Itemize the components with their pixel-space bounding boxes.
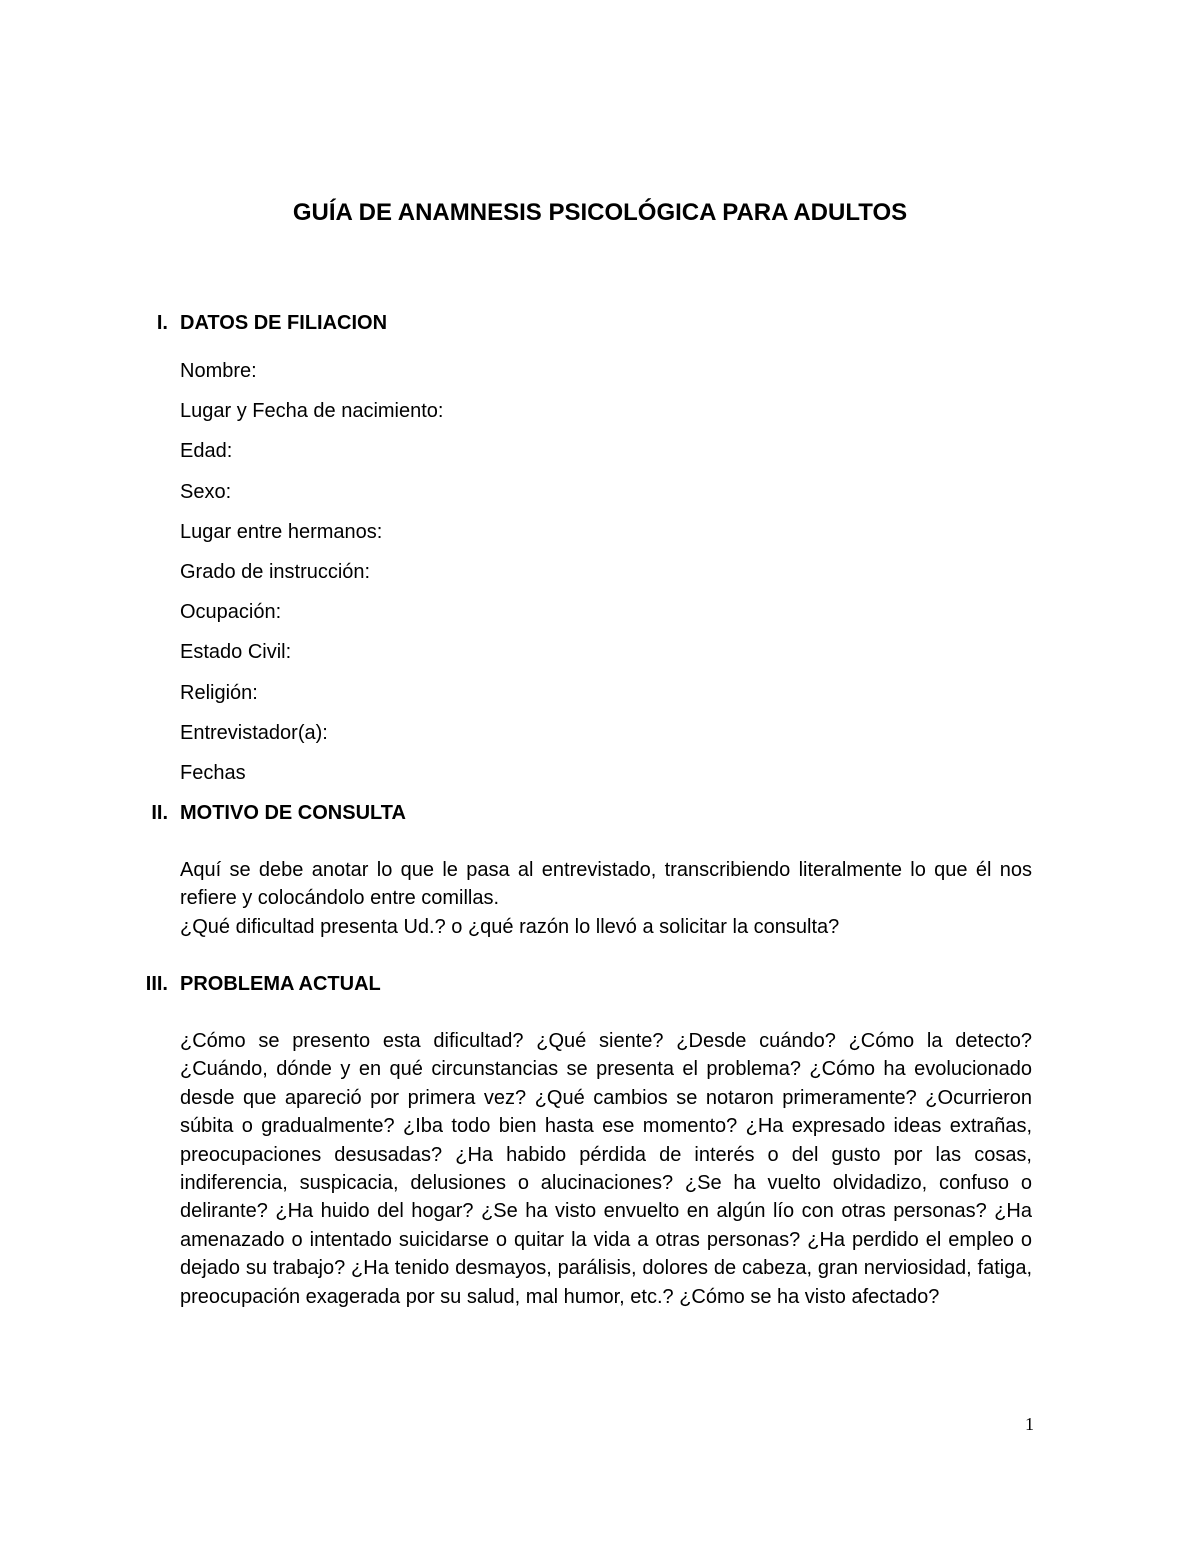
section-2-title: MOTIVO DE CONSULTA bbox=[180, 802, 406, 824]
consultation-question-text: ¿Qué dificultad presenta Ud.? o ¿qué razón lo llevó a solicitar la consulta? bbox=[180, 916, 840, 938]
field-lugar-entre-hermanos: Lugar entre hermanos: bbox=[180, 520, 383, 543]
field-religion: Religión: bbox=[180, 681, 258, 704]
field-ocupacion: Ocupación: bbox=[180, 601, 282, 624]
field-fechas: Fechas bbox=[180, 761, 246, 784]
document-title: GUÍA DE ANAMNESIS PSICOLÓGICA PARA ADULTOS bbox=[292, 199, 908, 226]
field-nombre: Nombre: bbox=[180, 360, 257, 382]
field-entrevistador: Entrevistador(a): bbox=[180, 721, 328, 744]
field-lugar-fecha-nacimiento: Lugar y Fecha de nacimiento: bbox=[180, 400, 444, 423]
section-1-number: I. bbox=[156, 312, 168, 334]
field-estado-civil: Estado Civil: bbox=[180, 641, 292, 664]
current-problem-text: ¿Cómo se presento esta dificultad? ¿Qué siente? ¿Desde cuándo? ¿Cómo la detecto? ¿Cuándo, dónde y en qué circunstancias se presenta el problema? ¿Cómo ha evolucionado desde que apareció por primera vez? ¿Qué cambios se notaron primeramente? ¿Ocurrieron súbita o gradualmente? ¿Iba todo bien hasta ese momento? ¿Ha expresado ideas extrañas, preocupaciones desusadas? ¿Ha habido pérdida de interés o del gusto por las cosas, indiferencia, suspicacia, delusiones o alucinaciones? ¿Se ha vuelto olvidadizo, confuso o delirante? ¿Ha huido del hogar? ¿Se ha visto envuelto en algún lío con otras personas? ¿Ha amenazado o intentado suicidarse o quitar la vida a otras personas? ¿Ha perdido el empleo o dejado su trabajo? ¿Ha tenido desmayos, parálisis, dolores de cabeza, gran nerviosidad, fatiga, preocupación exagerada por su salud, mal humor, etc.? ¿Cómo se ha visto afectado? bbox=[180, 1030, 1032, 1308]
section-1-title: DATOS DE FILIACION bbox=[180, 312, 388, 334]
field-grado-instruccion: Grado de instrucción: bbox=[180, 560, 371, 583]
field-sexo: Sexo: bbox=[180, 480, 232, 503]
section-3-title: PROBLEMA ACTUAL bbox=[180, 973, 381, 995]
page-number: 1 bbox=[1025, 1414, 1034, 1434]
section-3-number: III. bbox=[145, 973, 168, 995]
section-2-number: II. bbox=[151, 802, 168, 824]
field-edad: Edad: bbox=[180, 440, 233, 463]
consultation-reason-text: Aquí se debe anotar lo que le pasa al entrevistado, transcribiendo literalmente lo que él nos refiere y colocándolo entre comillas. bbox=[180, 859, 1032, 910]
filiation-field-list bbox=[180, 358, 444, 800]
